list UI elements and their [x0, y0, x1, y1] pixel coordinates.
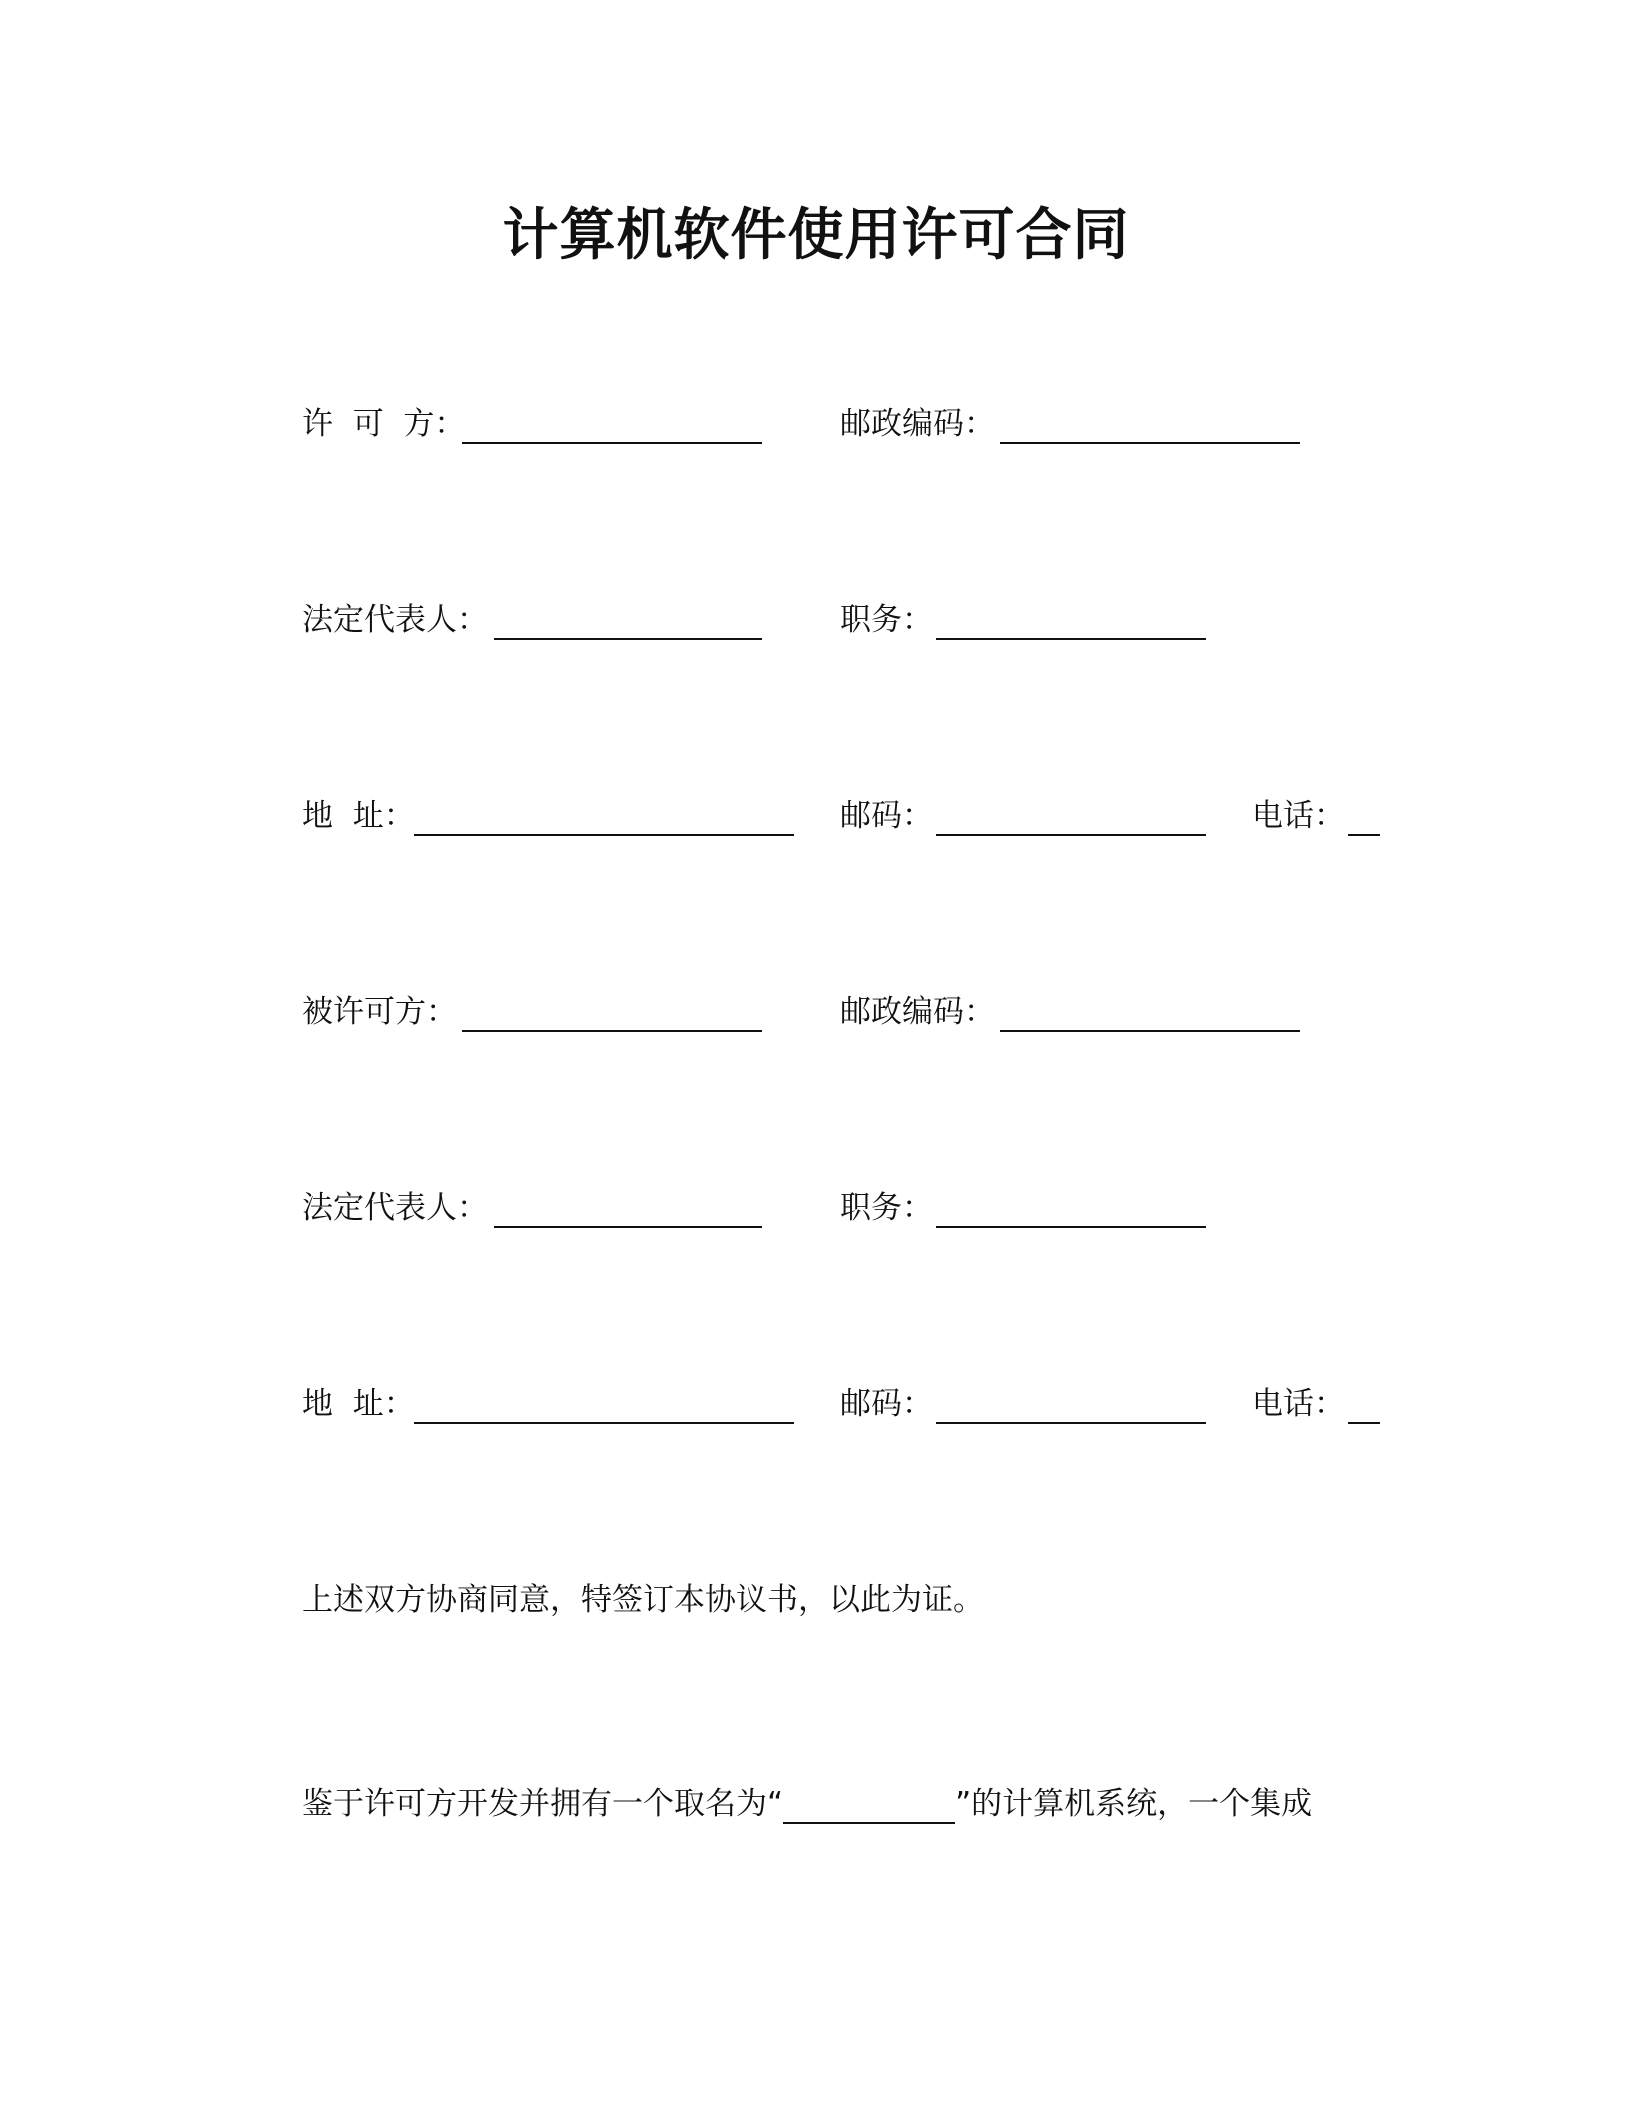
licensor-party-blank[interactable]: [462, 442, 762, 444]
licensor-postcode-field: [840, 404, 1300, 444]
licensee-party-field: [302, 992, 762, 1032]
licensee-party-blank[interactable]: [462, 1030, 762, 1032]
licensor-postcode-label: 邮政编码：: [840, 406, 995, 442]
licensor-rep-label: 法定代表人：: [302, 602, 488, 638]
licensee-phone-label: 电话：: [1252, 1386, 1345, 1422]
licensor-zip-field: [840, 796, 1210, 836]
licensor-position-label: 职务：: [840, 602, 933, 638]
licensee-postcode-label: 邮政编码：: [840, 994, 995, 1030]
document-title: 计算机软件使用许可合同: [502, 203, 1130, 268]
licensee-rep-field: [302, 1188, 762, 1228]
licensor-zip-blank[interactable]: [936, 834, 1206, 836]
licensee-postcode-field: [840, 992, 1300, 1032]
licensor-postcode-blank[interactable]: [1000, 442, 1300, 444]
licensor-address-blank[interactable]: [414, 834, 794, 836]
licensor-party-field: [302, 404, 762, 444]
licensor-zip-label: 邮码：: [840, 798, 933, 834]
licensee-position-label: 职务：: [840, 1190, 933, 1226]
licensee-position-field: [840, 1188, 1210, 1228]
licensee-rep-label: 法定代表人：: [302, 1190, 488, 1226]
licensor-rep-field: [302, 600, 762, 640]
licensor-phone-label: 电话：: [1252, 798, 1345, 834]
licensor-party-label: 许 可 方：: [302, 406, 466, 442]
licensee-phone-field: [1252, 1384, 1382, 1424]
licensee-phone-blank[interactable]: [1348, 1422, 1380, 1424]
licensee-address-label: 地 址：: [302, 1386, 415, 1422]
clause-text-before: 鉴于许可方开发并拥有一个取名为“: [302, 1786, 784, 1822]
licensee-postcode-blank[interactable]: [1000, 1030, 1300, 1032]
licensee-zip-label: 邮码：: [840, 1386, 933, 1422]
system-name-blank[interactable]: [783, 1786, 955, 1824]
licensor-rep-blank[interactable]: [494, 638, 762, 640]
licensee-address-field: [302, 1384, 796, 1424]
licensee-zip-blank[interactable]: [936, 1422, 1206, 1424]
licensee-position-blank[interactable]: [936, 1226, 1206, 1228]
clause-text-after: ”的计算机系统，一个集成: [955, 1786, 1313, 1822]
agreement-paragraph: 上述双方协商同意，特签订本协议书，以此为证。: [302, 1582, 984, 1618]
licensee-address-blank[interactable]: [414, 1422, 794, 1424]
licensee-zip-field: [840, 1384, 1210, 1424]
licensee-party-label: 被许可方：: [302, 994, 457, 1030]
clause-paragraph: [302, 1784, 1312, 1824]
licensor-phone-blank[interactable]: [1348, 834, 1380, 836]
licensee-rep-blank[interactable]: [494, 1226, 762, 1228]
licensor-position-field: [840, 600, 1210, 640]
licensor-address-label: 地 址：: [302, 798, 415, 834]
licensor-position-blank[interactable]: [936, 638, 1206, 640]
licensor-phone-field: [1252, 796, 1382, 836]
licensor-address-field: [302, 796, 796, 836]
